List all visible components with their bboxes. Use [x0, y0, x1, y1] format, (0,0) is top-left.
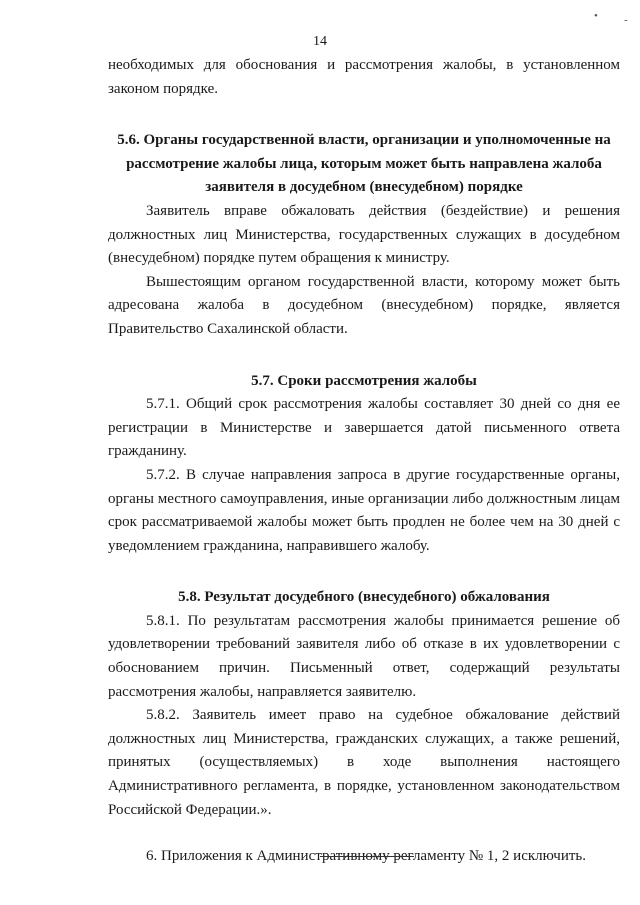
- heading-5-7: 5.7. Сроки рассмотрения жалобы: [251, 372, 477, 389]
- scan-mark: -: [624, 14, 628, 26]
- scan-mark: •: [594, 10, 598, 22]
- document-body: [108, 54, 620, 869]
- paragraph-5-7-1: 5.7.1. Общий срок рассмотрения жалобы составляет 30 дней со дня ее регистрации в Министерстве и завершается датой письменного ответа гражданину.: [108, 396, 620, 460]
- closing-separator-line: [320, 856, 414, 857]
- paragraph-5-8-2: 5.8.2. Заявитель имеет право на судебное обжалование действий должностных лиц Министерства, гражданских служащих, а также решений, принятых (осуществляемых) в ходе выполнения настоящего Административного регламента, в порядке, установленном законодательством Российской Федерации.».: [108, 707, 620, 818]
- heading-5-6: 5.6. Органы государственной власти, организации и уполномоченные на рассмотрение жалобы лица, которым может быть направлена жалоба заявителя в досудебном (внесудебном) порядке: [117, 132, 611, 196]
- paragraph-intro: необходимых для обоснования и рассмотрения жалобы, в установленном законом порядке.: [108, 57, 620, 97]
- paragraph-5-6-a: Заявитель вправе обжаловать действия (бездействие) и решения должностных лиц Министерства, государственных служащих в досудебном (внесудебном) порядке путем обращения к министру.: [108, 202, 620, 267]
- paragraph-5-7-2: 5.7.2. В случае направления запроса в другие государственные органы, органы местного самоуправления, иные организации либо должностным лицам срок рассматриваемой жалобы может быть продлен не более чем на 30 дней с уведомлением гражданина, направившего жалобу.: [108, 466, 620, 554]
- paragraph-5-8-1: 5.8.1. По результатам рассмотрения жалобы принимается решение об удовлетворении требований заявителя либо об отказе в их удовлетворении с обоснованием причин. Письменный ответ, содержащий результаты рассмотрения жалобы, направляется заявителю.: [108, 612, 620, 700]
- paragraph-6: 6. Приложения к Административному регламенту № 1, 2 исключить.: [146, 848, 586, 865]
- page-number: 14: [313, 34, 327, 49]
- paragraph-5-6-b: Вышестоящим органом государственной власти, которому может быть адресована жалоба в досудебном (внесудебном) порядке, является Правительство Сахалинской области.: [108, 273, 620, 337]
- heading-5-8: 5.8. Результат досудебного (внесудебного) обжалования: [178, 589, 550, 606]
